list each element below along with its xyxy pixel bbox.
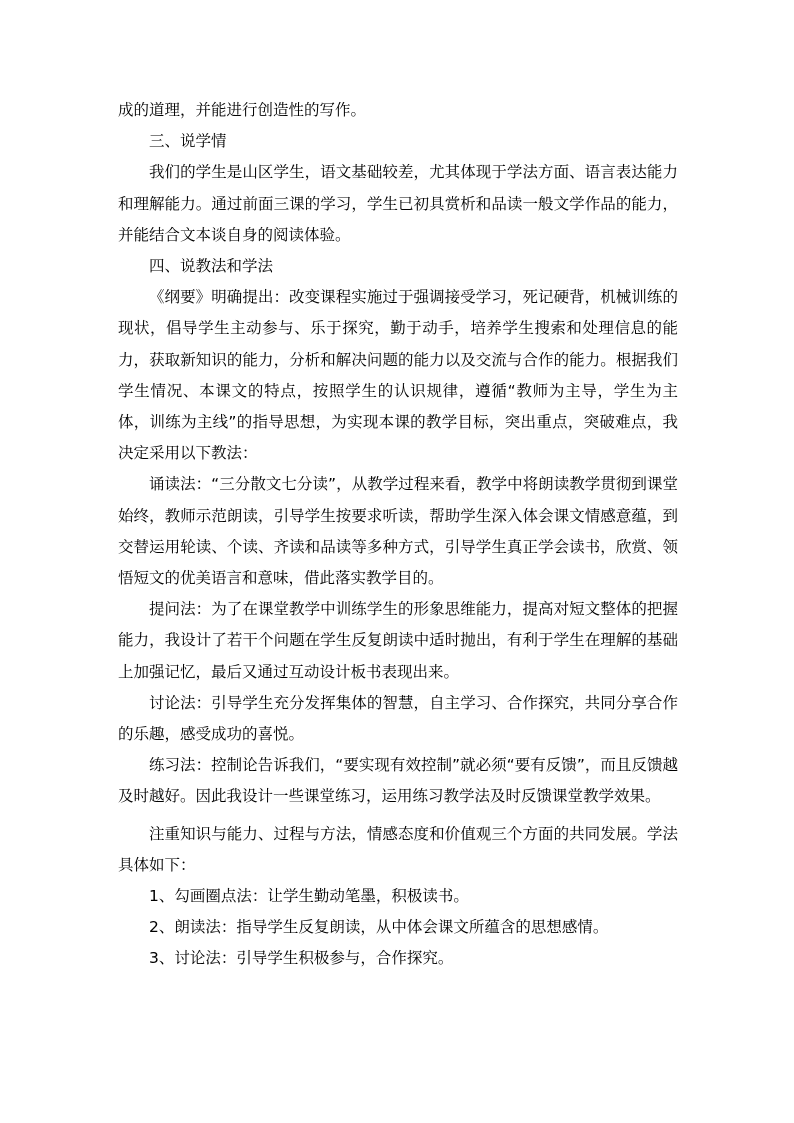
paragraph-practice-method: 练习法：控制论告诉我们，“要实现有效控制”就必须“要有反馈”，而且反馈越及时越好。因此我设计一些课堂练习，运用练习教学法及时反馈课堂教学效果。	[118, 756, 678, 806]
paragraph-learning-methods-intro: 注重知识与能力、过程与方法，情感态度和价值观三个方面的共同发展。学法具体如下：	[118, 824, 678, 874]
section-heading-teaching-methods: 四、说教法和学法	[149, 257, 274, 276]
list-item-learning-method-2: 2、朗读法：指导学生反复朗读，从中体会课文所蕴含的思想感情。	[149, 918, 609, 937]
paragraph-continuation: 成的道理，并能进行创造性的写作。	[118, 101, 367, 119]
list-item-learning-method-3: 3、讨论法：引导学生积极参与，合作探究。	[149, 949, 454, 968]
paragraph-outline: 《纲要》明确提出：改变课程实施过于强调接受学习，死记硬背，机械训练的现状，倡导学生主动参与、乐于探究，勤于动手，培养学生搜索和处理信息的能力，获取新知识的能力，分析和解决问题的能力以及交流与合作的能力。根据我们学生情况、本课文的特点，按照学生的认识规律，遵循“教师为主导，学生为主体，训练为主线”的指导思想，为实现本课的教学目标，突出重点，突破难点，我决定采用以下教法：	[118, 288, 678, 463]
paragraph-discussion-method: 讨论法：引导学生充分发挥集体的智慧，自主学习、合作探究，共同分享合作的乐趣，感受成功的喜悦。	[118, 693, 678, 744]
document-page	[118, 95, 678, 975]
list-item-learning-method-1: 1、勾画圈点法：让学生勤动笔墨，积极读书。	[149, 887, 469, 906]
paragraph-student-analysis: 我们的学生是山区学生，语文基础较差，尤其体现于学法方面、语言表达能力和理解能力。通过前面三课的学习，学生已初具赏析和品读一般文学作品的能力，并能结合文本谈自身的阅读体验。	[118, 163, 678, 244]
paragraph-question-method: 提问法：为了在课堂教学中训练学生的形象思维能力，提高对短文整体的把握能力，我设计了若干个问题在学生反复朗读中适时抛出，有利于学生在理解的基础上加强记忆，最后又通过互动设计板书表现出来。	[118, 600, 678, 681]
paragraph-recitation-method: 诵读法：“三分散文七分读”，从教学过程来看，教学中将朗读教学贯彻到课堂始终，教师示范朗读，引导学生按要求听读，帮助学生深入体会课文情感意蕴，到交替运用轮读、个读、齐读和品读等多种方式，引导学生真正学会读书，欣赏、领悟短文的优美语言和意味，借此落实教学目的。	[118, 475, 678, 588]
section-heading-student-analysis: 三、说学情	[149, 132, 227, 151]
